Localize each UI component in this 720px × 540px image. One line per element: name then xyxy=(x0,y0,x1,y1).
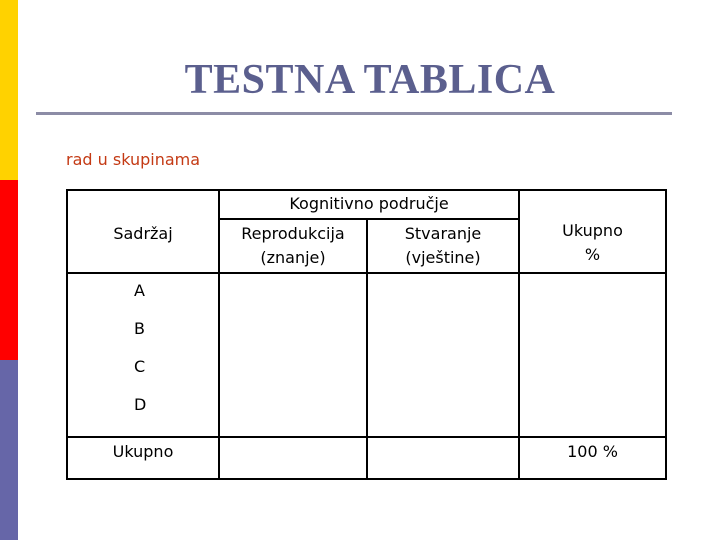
accent-bar-red xyxy=(0,180,18,360)
title-underline xyxy=(36,112,672,115)
row-label-c: C xyxy=(134,357,146,376)
row-label-a: A xyxy=(134,281,145,300)
table-divider-footer xyxy=(66,436,667,438)
header-reproduction-line1: Reprodukcija xyxy=(241,224,345,243)
header-total-line2: % xyxy=(584,245,601,264)
header-total-line1: Ukupno xyxy=(562,221,623,240)
slide-title: TESTNA TABLICA xyxy=(184,57,556,103)
table-divider-header-bottom xyxy=(66,272,667,274)
row-label-d: D xyxy=(134,395,147,414)
footer-label-total: Ukupno xyxy=(112,442,174,461)
header-cognitive-domain: Kognitivno područje xyxy=(289,194,449,213)
header-content: Sadržaj xyxy=(113,224,173,243)
accent-bar-purple xyxy=(0,360,18,540)
header-total xyxy=(520,219,665,267)
table-border-top xyxy=(66,189,667,191)
slide-subtitle: rad u skupinama xyxy=(66,150,201,169)
footer-total-value: 100 % xyxy=(567,442,618,461)
header-creation-line1: Stvaranje xyxy=(404,224,482,243)
table-divider-group-header xyxy=(218,218,520,220)
header-creation-line2: (vještine) xyxy=(405,248,481,267)
row-label-b: B xyxy=(134,319,145,338)
header-creation xyxy=(368,222,518,270)
header-reproduction xyxy=(220,222,366,270)
header-reproduction-line2: (znanje) xyxy=(260,248,326,267)
